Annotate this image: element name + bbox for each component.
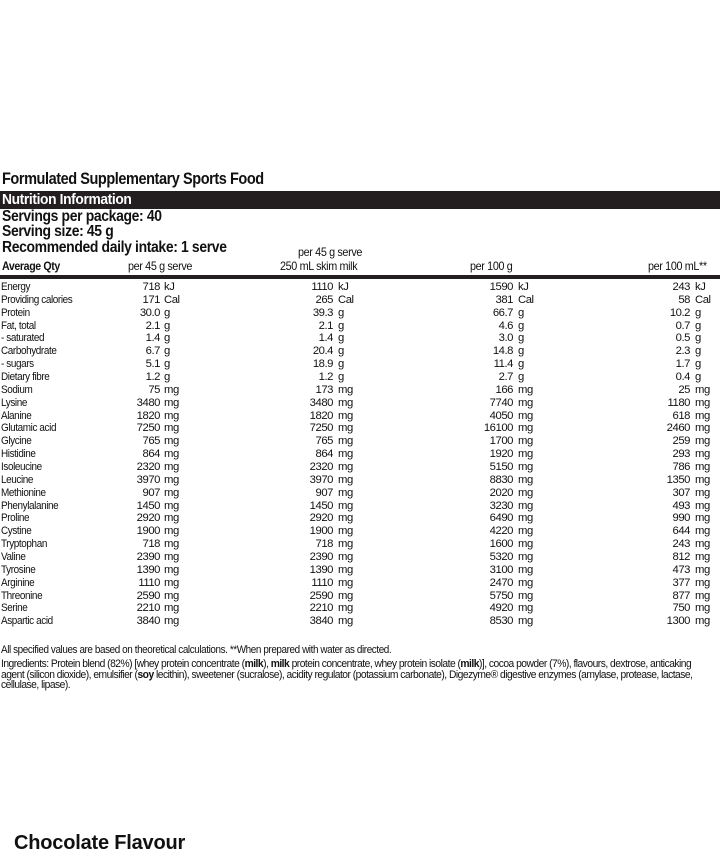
- unit-per-100ml: mg: [695, 422, 710, 435]
- unit-per-serve-milk: mg: [338, 576, 353, 589]
- value-per-serve: 1110: [138, 576, 160, 589]
- nutrient-name: Glycine: [1, 435, 32, 448]
- value-per-serve-milk: 864: [315, 448, 333, 461]
- value-per-100g: 4220: [489, 525, 513, 538]
- value-per-serve-milk: 1110: [311, 281, 333, 293]
- table-row: [0, 487, 720, 500]
- nutrient-name: Tryptophan: [1, 538, 47, 551]
- table-row: [0, 512, 720, 525]
- value-per-serve: 864: [142, 448, 160, 461]
- value-per-100g: 166: [495, 383, 513, 396]
- unit-per-100ml: mg: [695, 512, 710, 525]
- value-per-serve: 1.4: [145, 332, 160, 345]
- unit-per-serve-milk: mg: [338, 461, 353, 474]
- table-row: [0, 397, 720, 410]
- unit-per-100g: mg: [518, 563, 533, 576]
- value-per-100ml: 243: [672, 281, 690, 293]
- value-per-serve-milk: 20.4: [312, 345, 333, 358]
- unit-per-100g: mg: [518, 551, 533, 564]
- value-per-serve-milk: 3480: [309, 396, 333, 409]
- value-per-100ml: 473: [672, 563, 690, 576]
- value-per-100ml: 0.5: [675, 332, 690, 345]
- value-per-serve-milk: 907: [315, 486, 333, 499]
- ingredients-segment: Ingredients: Protein blend (82%) [whey protein concentrate (: [1, 658, 245, 670]
- unit-per-100ml: mg: [695, 563, 710, 576]
- value-per-serve: 6.7: [145, 345, 160, 358]
- nutrient-name: Cystine: [1, 525, 32, 538]
- value-per-serve-milk: 39.3: [312, 306, 333, 319]
- value-per-serve: 2.1: [145, 319, 160, 332]
- value-per-serve: 1390: [136, 563, 160, 576]
- unit-per-serve: g: [164, 332, 170, 345]
- value-per-serve-milk: 1900: [309, 525, 333, 538]
- value-per-serve-milk: 18.9: [312, 358, 333, 371]
- unit-per-100ml: mg: [695, 551, 710, 564]
- table-row: [0, 435, 720, 448]
- unit-per-serve: kJ: [164, 281, 175, 293]
- value-per-100g: 1600: [489, 538, 513, 551]
- value-per-100g: 3230: [489, 499, 513, 512]
- table-row: [0, 474, 720, 487]
- value-per-serve-milk: 2590: [309, 589, 333, 602]
- value-per-100g: 1590: [489, 281, 513, 293]
- ingredients-text: [1, 659, 712, 691]
- value-per-100ml: 750: [672, 602, 690, 615]
- unit-per-100ml: g: [695, 358, 701, 371]
- recommended-intake: Recommended daily intake: 1 serve: [2, 239, 227, 256]
- unit-per-serve: mg: [164, 538, 179, 551]
- nutrient-name: Histidine: [1, 448, 36, 461]
- nutrition-table: [0, 281, 720, 628]
- unit-per-100ml: kJ: [695, 281, 706, 293]
- unit-per-serve: Cal: [164, 293, 180, 306]
- unit-per-serve-milk: g: [338, 319, 344, 332]
- unit-per-100ml: mg: [695, 435, 710, 448]
- product-title: Formulated Supplementary Sports Food: [2, 170, 264, 188]
- value-per-serve-milk: 7250: [309, 422, 333, 435]
- unit-per-100g: mg: [518, 499, 533, 512]
- value-per-100ml: 990: [672, 512, 690, 525]
- table-row: [0, 615, 720, 628]
- value-per-serve-milk: 265: [315, 293, 333, 306]
- value-per-serve-milk: 2.1: [318, 319, 333, 332]
- unit-per-serve: mg: [164, 551, 179, 564]
- unit-per-100ml: mg: [695, 486, 710, 499]
- column-header-per-100ml: per 100 mL**: [648, 259, 707, 273]
- value-per-serve: 718: [142, 538, 160, 551]
- unit-per-serve: mg: [164, 615, 179, 628]
- unit-per-100ml: mg: [695, 589, 710, 602]
- unit-per-100ml: mg: [695, 409, 710, 422]
- value-per-serve-milk: 1110: [311, 576, 333, 589]
- table-row: [0, 358, 720, 371]
- unit-per-serve-milk: mg: [338, 473, 353, 486]
- nutrient-name: Isoleucine: [1, 461, 42, 474]
- unit-per-100g: mg: [518, 383, 533, 396]
- serving-size: Serving size: 45 g: [2, 223, 114, 240]
- unit-per-100ml: mg: [695, 538, 710, 551]
- unit-per-serve-milk: g: [338, 332, 344, 345]
- unit-per-100g: g: [518, 358, 524, 371]
- value-per-serve: 3970: [136, 473, 160, 486]
- table-row: [0, 294, 720, 307]
- value-per-100ml: 377: [672, 576, 690, 589]
- unit-per-100g: Cal: [518, 293, 534, 306]
- value-per-serve: 2210: [136, 602, 160, 615]
- unit-per-serve-milk: mg: [338, 589, 353, 602]
- value-per-100g: 2.7: [498, 371, 513, 384]
- value-per-serve: 718: [142, 281, 160, 293]
- value-per-serve: 5.1: [145, 358, 160, 371]
- value-per-serve-milk: 718: [315, 538, 333, 551]
- unit-per-serve: g: [164, 306, 170, 319]
- nutrient-name: Serine: [1, 602, 28, 615]
- unit-per-100g: mg: [518, 396, 533, 409]
- unit-per-100g: mg: [518, 448, 533, 461]
- footnote: All specified values are based on theoretical calculations. **When prepared with water as directed.: [1, 644, 392, 656]
- table-row: [0, 590, 720, 603]
- value-per-serve-milk: 3840: [309, 615, 333, 628]
- value-per-serve: 765: [142, 435, 160, 448]
- unit-per-serve-milk: mg: [338, 422, 353, 435]
- value-per-serve: 1.2: [145, 371, 160, 384]
- unit-per-serve: mg: [164, 563, 179, 576]
- value-per-100ml: 0.7: [675, 319, 690, 332]
- unit-per-100g: mg: [518, 615, 533, 628]
- value-per-serve: 30.0: [139, 306, 160, 319]
- value-per-100g: 2470: [489, 576, 513, 589]
- value-per-100g: 3.0: [498, 332, 513, 345]
- unit-per-100ml: mg: [695, 461, 710, 474]
- value-per-serve-milk: 1450: [309, 499, 333, 512]
- value-per-serve: 907: [142, 486, 160, 499]
- value-per-100g: 8530: [489, 615, 513, 628]
- value-per-100g: 5750: [489, 589, 513, 602]
- value-per-100ml: 1180: [667, 396, 690, 409]
- unit-per-100g: mg: [518, 409, 533, 422]
- unit-per-serve-milk: mg: [338, 525, 353, 538]
- nutrient-name: Lysine: [1, 396, 28, 409]
- unit-per-100g: mg: [518, 525, 533, 538]
- unit-per-100g: mg: [518, 473, 533, 486]
- value-per-100ml: 877: [672, 589, 690, 602]
- value-per-serve: 1900: [136, 525, 160, 538]
- unit-per-serve: g: [164, 345, 170, 358]
- value-per-100g: 14.8: [492, 345, 513, 358]
- value-per-serve-milk: 2320: [309, 461, 333, 474]
- unit-per-100g: mg: [518, 422, 533, 435]
- value-per-100ml: 0.4: [675, 371, 690, 384]
- nutrient-name: Valine: [1, 551, 26, 564]
- value-per-100ml: 293: [672, 448, 690, 461]
- unit-per-serve: mg: [164, 525, 179, 538]
- unit-per-100ml: mg: [695, 525, 710, 538]
- nutrient-name: Leucine: [1, 473, 34, 486]
- unit-per-100g: g: [518, 319, 524, 332]
- nutrient-name: - saturated: [1, 332, 45, 345]
- unit-per-100ml: mg: [695, 602, 710, 615]
- unit-per-serve: mg: [164, 396, 179, 409]
- table-row: [0, 371, 720, 384]
- unit-per-100ml: mg: [695, 383, 710, 396]
- value-per-100ml: 307: [672, 486, 690, 499]
- unit-per-100ml: mg: [695, 615, 710, 628]
- unit-per-serve: mg: [164, 461, 179, 474]
- table-row: [0, 410, 720, 423]
- nutrient-name: Threonine: [1, 589, 43, 602]
- value-per-serve-milk: 2390: [309, 551, 333, 564]
- value-per-100ml: 10.2: [669, 306, 690, 319]
- unit-per-100ml: mg: [695, 448, 710, 461]
- column-header-per-serve-milk-line1: per 45 g serve: [298, 245, 363, 259]
- value-per-100g: 3100: [489, 563, 513, 576]
- value-per-100ml: 58: [678, 293, 690, 306]
- value-per-100ml: 243: [672, 538, 690, 551]
- value-per-serve-milk: 1.4: [318, 332, 333, 345]
- allergen-highlight: milk: [460, 658, 479, 670]
- value-per-100g: 1920: [489, 448, 513, 461]
- table-row: [0, 320, 720, 333]
- table-row: [0, 422, 720, 435]
- value-per-100g: 7740: [489, 396, 513, 409]
- value-per-serve: 3840: [136, 615, 160, 628]
- value-per-serve: 7250: [136, 422, 160, 435]
- value-per-100ml: 25: [678, 383, 690, 396]
- table-row: [0, 564, 720, 577]
- allergen-highlight: soy: [137, 668, 154, 681]
- unit-per-serve-milk: mg: [338, 512, 353, 525]
- unit-per-100g: mg: [518, 576, 533, 589]
- unit-per-serve: mg: [164, 448, 179, 461]
- unit-per-100g: g: [518, 306, 524, 319]
- nutrient-name: - sugars: [1, 358, 34, 371]
- unit-per-serve: g: [164, 319, 170, 332]
- unit-per-100g: kJ: [518, 281, 529, 293]
- unit-per-100ml: mg: [695, 499, 710, 512]
- nutrient-name: Phenylalanine: [1, 499, 59, 512]
- unit-per-100ml: g: [695, 371, 701, 384]
- unit-per-serve: g: [164, 358, 170, 371]
- table-row: [0, 500, 720, 513]
- value-per-100g: 1700: [489, 435, 513, 448]
- unit-per-100ml: Cal: [695, 293, 711, 306]
- nutrient-name: Energy: [1, 281, 31, 293]
- unit-per-serve: mg: [164, 602, 179, 615]
- unit-per-100ml: g: [695, 306, 701, 319]
- nutrition-heading: Nutrition Information: [2, 191, 132, 208]
- unit-per-serve: mg: [164, 512, 179, 525]
- ingredients-segment: protein concentrate, whey protein isolate (: [289, 658, 461, 670]
- value-per-serve: 171: [142, 293, 160, 306]
- unit-per-serve-milk: mg: [338, 435, 353, 448]
- unit-per-serve-milk: mg: [338, 563, 353, 576]
- value-per-serve-milk: 1390: [309, 563, 333, 576]
- value-per-100g: 11.4: [493, 358, 513, 371]
- unit-per-serve-milk: mg: [338, 499, 353, 512]
- table-row: [0, 602, 720, 615]
- table-row: [0, 525, 720, 538]
- flavour-label: Chocolate Flavour: [14, 832, 186, 854]
- value-per-100ml: 259: [672, 435, 690, 448]
- nutrient-name: Carbohydrate: [1, 345, 57, 358]
- unit-per-serve: mg: [164, 383, 179, 396]
- unit-per-serve: g: [164, 371, 170, 384]
- value-per-serve: 75: [148, 383, 160, 396]
- table-row: [0, 538, 720, 551]
- table-row: [0, 345, 720, 358]
- nutrient-name: Tyrosine: [1, 563, 36, 576]
- nutrient-name: Proline: [1, 512, 30, 525]
- table-row: [0, 577, 720, 590]
- unit-per-100g: mg: [518, 589, 533, 602]
- column-header-per-serve-milk-line2: 250 mL skim milk: [280, 259, 358, 273]
- unit-per-serve: mg: [164, 499, 179, 512]
- unit-per-100ml: g: [695, 319, 701, 332]
- value-per-100g: 4920: [489, 602, 513, 615]
- unit-per-100g: mg: [518, 512, 533, 525]
- nutrient-name: Alanine: [1, 409, 32, 422]
- ingredients-segment: lecithin), sweetener (sucralose), acidity regulator (potassium carbonate), Digezyme® digestive enzymes (amylase, protease, lactase, cellulase, lipase).: [1, 668, 693, 691]
- servings-per-package: Servings per package: 40: [2, 208, 162, 225]
- value-per-100ml: 2.3: [675, 345, 690, 358]
- value-per-serve: 2390: [136, 551, 160, 564]
- table-row: [0, 307, 720, 320]
- unit-per-serve-milk: mg: [338, 448, 353, 461]
- unit-per-serve: mg: [164, 589, 179, 602]
- value-per-serve: 2320: [136, 461, 160, 474]
- allergen-highlight: milk: [270, 658, 290, 670]
- value-per-100g: 6490: [489, 512, 513, 525]
- value-per-100g: 5150: [489, 461, 513, 474]
- ingredients-segment: ),: [263, 658, 271, 670]
- unit-per-100g: g: [518, 332, 524, 345]
- value-per-100g: 4050: [489, 409, 513, 422]
- value-per-100ml: 493: [672, 499, 690, 512]
- value-per-serve: 1450: [136, 499, 160, 512]
- unit-per-serve-milk: mg: [338, 538, 353, 551]
- unit-per-serve-milk: mg: [338, 396, 353, 409]
- value-per-100g: 66.7: [492, 306, 513, 319]
- unit-per-serve-milk: mg: [338, 486, 353, 499]
- column-header-per-serve: per 45 g serve: [128, 259, 193, 273]
- value-per-100g: 8830: [489, 473, 513, 486]
- value-per-serve-milk: 765: [315, 435, 333, 448]
- value-per-100ml: 1300: [666, 615, 690, 628]
- unit-per-100ml: g: [695, 332, 701, 345]
- table-row: [0, 281, 720, 294]
- unit-per-100g: g: [518, 345, 524, 358]
- table-row: [0, 448, 720, 461]
- value-per-serve-milk: 3970: [309, 473, 333, 486]
- unit-per-serve-milk: mg: [338, 615, 353, 628]
- unit-per-100ml: mg: [695, 473, 710, 486]
- value-per-100g: 16100: [483, 422, 513, 435]
- value-per-100g: 2020: [489, 486, 513, 499]
- unit-per-serve-milk: mg: [338, 409, 353, 422]
- unit-per-serve-milk: kJ: [338, 281, 349, 293]
- nutrient-name: Protein: [1, 306, 30, 319]
- value-per-100ml: 786: [672, 461, 690, 474]
- unit-per-100ml: g: [695, 345, 701, 358]
- table-row: [0, 461, 720, 474]
- value-per-100ml: 644: [672, 525, 690, 538]
- value-per-serve-milk: 1.2: [318, 371, 333, 384]
- unit-per-serve-milk: mg: [338, 602, 353, 615]
- column-header-per-100g: per 100 g: [470, 259, 513, 273]
- value-per-serve: 2590: [136, 589, 160, 602]
- unit-per-serve: mg: [164, 409, 179, 422]
- unit-per-100g: mg: [518, 435, 533, 448]
- unit-per-100g: mg: [518, 602, 533, 615]
- nutrient-name: Arginine: [1, 576, 35, 589]
- unit-per-100g: g: [518, 371, 524, 384]
- unit-per-serve: mg: [164, 473, 179, 486]
- allergen-highlight: milk: [244, 658, 264, 670]
- unit-per-serve-milk: Cal: [338, 293, 354, 306]
- unit-per-serve: mg: [164, 422, 179, 435]
- value-per-serve-milk: 173: [315, 383, 333, 396]
- header-rule: [0, 275, 720, 279]
- unit-per-serve-milk: g: [338, 345, 344, 358]
- nutrient-name: Methionine: [1, 486, 46, 499]
- value-per-100ml: 812: [672, 551, 690, 564]
- table-row: [0, 384, 720, 397]
- unit-per-serve-milk: g: [338, 371, 344, 384]
- nutrient-name: Providing calories: [1, 293, 73, 306]
- value-per-serve: 2920: [136, 512, 160, 525]
- unit-per-100g: mg: [518, 461, 533, 474]
- nutrient-name: Aspartic acid: [1, 615, 53, 628]
- value-per-100g: 5320: [489, 551, 513, 564]
- unit-per-serve-milk: mg: [338, 383, 353, 396]
- nutrient-name: Sodium: [1, 383, 33, 396]
- unit-per-100g: mg: [518, 486, 533, 499]
- value-per-100ml: 2460: [666, 422, 690, 435]
- nutrient-name: Glutamic acid: [1, 422, 57, 435]
- unit-per-100ml: mg: [695, 576, 710, 589]
- value-per-serve-milk: 2210: [309, 602, 333, 615]
- unit-per-100ml: mg: [695, 396, 710, 409]
- nutrient-name: Dietary fibre: [1, 371, 50, 384]
- ingredients-segment: )], cocoa powder (7%), flavours, dextrose, anticaking agent (silicon dioxide), emulsifier (: [1, 658, 692, 681]
- unit-per-serve: mg: [164, 435, 179, 448]
- value-per-serve-milk: 2920: [309, 512, 333, 525]
- unit-per-serve: mg: [164, 576, 179, 589]
- unit-per-serve-milk: g: [338, 358, 344, 371]
- value-per-100g: 381: [495, 293, 513, 306]
- value-per-100g: 4.6: [498, 319, 513, 332]
- value-per-serve: 3480: [136, 396, 160, 409]
- unit-per-serve: mg: [164, 486, 179, 499]
- value-per-serve-milk: 1820: [309, 409, 333, 422]
- value-per-100ml: 1350: [666, 473, 690, 486]
- nutrition-heading-bar: [0, 191, 720, 209]
- unit-per-100g: mg: [518, 538, 533, 551]
- column-header-average-qty: Average Qty: [2, 259, 60, 273]
- table-row: [0, 551, 720, 564]
- table-row: [0, 332, 720, 345]
- value-per-100ml: 618: [672, 409, 690, 422]
- unit-per-serve-milk: mg: [338, 551, 353, 564]
- nutrient-name: Fat, total: [1, 319, 36, 332]
- value-per-serve: 1820: [136, 409, 160, 422]
- unit-per-serve-milk: g: [338, 306, 344, 319]
- value-per-100ml: 1.7: [675, 358, 690, 371]
